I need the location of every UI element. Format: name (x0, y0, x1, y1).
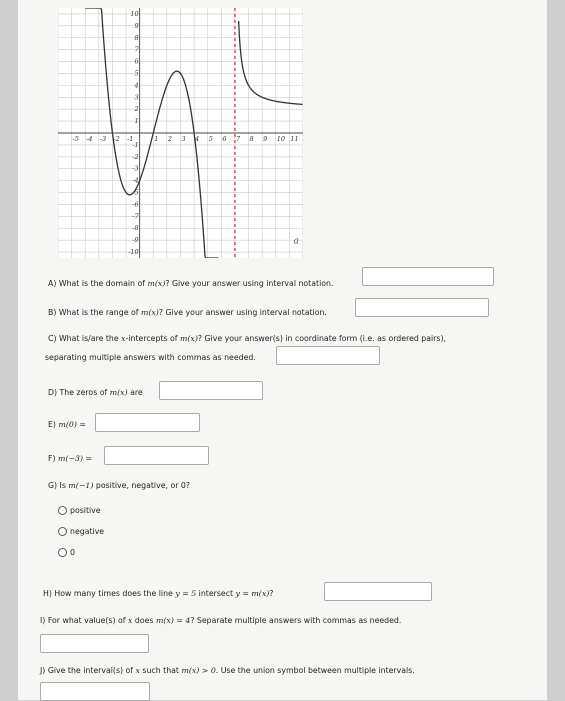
y-tick-label: 7 (134, 45, 139, 54)
answer-i-input[interactable] (40, 634, 149, 653)
radio-option-zero[interactable] (58, 548, 75, 557)
y-tick-label: -1 (132, 140, 139, 149)
question-h-text-post: ? (269, 589, 274, 598)
question-a (48, 279, 333, 288)
question-g (48, 481, 190, 490)
question-e-text-pre: E) (48, 420, 59, 429)
question-b-text-pre: B) What is the range of (48, 308, 141, 317)
question-h (43, 589, 273, 598)
question-i-text-post: ? Separate multiple answers with commas as needed. (190, 616, 402, 625)
x-tick-label: 5 (208, 135, 213, 143)
question-j (40, 666, 415, 675)
y-tick-label: 3 (134, 93, 139, 102)
x-tick-label: 1 (154, 135, 159, 143)
question-d-fn: m(x) (109, 388, 128, 397)
question-j-text-mid: such that (139, 666, 182, 675)
question-d-text-pre: D) The zeros of (48, 388, 110, 397)
question-b-text-post: ? Give your answer using interval notation. (158, 308, 327, 317)
question-a-text-pre: A) What is the domain of (48, 279, 148, 288)
question-h-text-pre: H) How many times does the line (43, 589, 176, 598)
radio-label-zero: 0 (70, 548, 75, 557)
x-tick-label: 11 (290, 135, 299, 143)
question-i-var: x (128, 616, 133, 625)
x-tick-label: 10 (276, 135, 286, 143)
x-tick-label: -5 (72, 135, 79, 143)
question-a-text-post: ? Give your answer using interval notation. (165, 279, 334, 288)
question-c-text-post: ? Give your answer(s) in coordinate form (i.e. as ordered pairs), (197, 334, 446, 343)
y-tick-label: -7 (132, 212, 139, 221)
question-c-line2: separating multiple answers with commas as needed. (45, 353, 256, 362)
question-i-text-pre: I) For what value(s) of (40, 616, 129, 625)
y-tick-label: -5 (132, 188, 139, 197)
question-h-text-mid: intersect (196, 589, 236, 598)
question-c-var: x (121, 334, 126, 343)
function-graph (58, 8, 303, 258)
question-c-fn: m(x) (180, 334, 198, 343)
radio-label-negative: negative (70, 527, 105, 536)
y-tick-label: 10 (130, 9, 139, 18)
question-h-eq2: y = m(x) (235, 589, 270, 598)
y-tick-label: 2 (134, 105, 139, 114)
question-g-fn: m(−1) (68, 481, 94, 490)
question-e-fn: m(0) (58, 420, 77, 429)
question-f-text-pre: F) (48, 454, 59, 463)
y-tick-label: 6 (134, 57, 139, 66)
radio-option-negative[interactable] (58, 527, 104, 536)
question-f (48, 454, 92, 463)
answer-b-input[interactable] (355, 298, 489, 317)
x-tick-label: 2 (167, 135, 173, 143)
x-tick-label: -2 (113, 135, 120, 143)
question-i (40, 616, 401, 625)
x-tick-label: 3 (181, 135, 186, 143)
question-e-text-post: = (76, 420, 86, 429)
x-tick-label: 6 (222, 135, 227, 143)
question-i-eq: m(x) = 4 (155, 616, 191, 625)
x-tick-label: 8 (249, 135, 254, 143)
y-tick-label: 4 (134, 81, 139, 90)
y-tick-label: 5 (134, 69, 139, 78)
question-d-text-post: are (127, 388, 143, 397)
y-tick-label: -8 (132, 224, 139, 233)
question-b (48, 308, 327, 317)
radio-label-positive: positive (70, 506, 101, 515)
question-b-fn: m(x) (140, 308, 159, 317)
question-e (48, 420, 86, 429)
question-h-eq1: y = 5 (175, 589, 197, 598)
answer-f-input[interactable] (104, 446, 209, 465)
question-j-text-pre: J) Give the interval(s) of (40, 666, 136, 675)
answer-c-input[interactable] (276, 346, 380, 365)
y-tick-label: 9 (134, 21, 139, 30)
y-tick-label: -3 (132, 164, 139, 173)
question-j-text-post: . Use the union symbol between multiple intervals. (215, 666, 415, 675)
worksheet-page (18, 0, 547, 700)
question-f-fn: m(−3) (58, 454, 83, 463)
y-tick-label: -6 (132, 200, 139, 209)
x-tick-label: 4 (195, 135, 200, 143)
question-c-text-mid: -intercepts of (125, 334, 180, 343)
question-i-text-mid: does (132, 616, 156, 625)
y-tick-label: -9 (132, 236, 139, 245)
question-c-line1 (48, 334, 446, 343)
radio-circle-icon[interactable] (58, 548, 67, 557)
x-tick-label: -3 (99, 135, 107, 143)
answer-j-input[interactable] (40, 682, 150, 701)
y-tick-label: 1 (134, 117, 139, 126)
x-tick-label: 7 (235, 135, 241, 143)
radio-circle-icon[interactable] (58, 527, 67, 536)
y-tick-label: 8 (134, 33, 139, 42)
x-tick-label: -4 (86, 135, 93, 143)
question-g-text-post: positive, negative, or 0? (93, 481, 191, 490)
radio-option-positive[interactable] (58, 506, 101, 515)
question-a-fn: m(x) (147, 279, 166, 288)
x-tick-label: 9 (263, 135, 268, 143)
x-tick-label: -1 (127, 135, 134, 143)
y-tick-label: -2 (132, 152, 139, 161)
question-c-text-pre: C) What is/are the (48, 334, 122, 343)
question-g-text-pre: G) Is (48, 481, 69, 490)
answer-h-input[interactable] (324, 582, 432, 601)
answer-a-input[interactable] (362, 267, 494, 286)
answer-e-input[interactable] (95, 413, 200, 432)
y-tick-label: -10 (128, 248, 139, 257)
radio-circle-icon[interactable] (58, 506, 67, 515)
question-j-eq: m(x) > 0 (181, 666, 216, 675)
corner-mark: a (293, 236, 299, 247)
y-tick-label: -4 (132, 176, 139, 185)
answer-d-input[interactable] (159, 381, 263, 400)
question-d (48, 388, 143, 397)
question-f-text-post: = (83, 454, 93, 463)
question-j-var: x (135, 666, 140, 675)
